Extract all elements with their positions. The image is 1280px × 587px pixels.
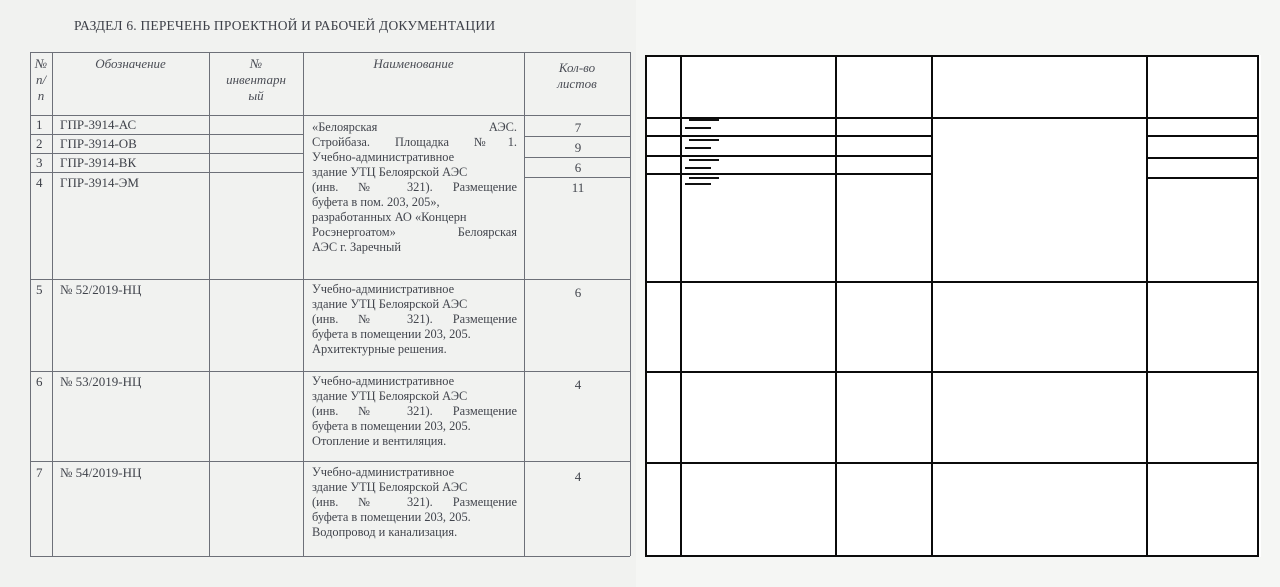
header-line: № (34, 56, 48, 71)
name-line: здание УТЦ Белоярской АЭС (312, 297, 468, 311)
row-number: 6 (36, 374, 43, 389)
row-sheets: 4 (574, 377, 582, 392)
grid-line (645, 55, 1259, 57)
name-line: Учебно-административное (312, 282, 455, 296)
name-line: Учебно-административное (312, 374, 455, 388)
row-number: 3 (36, 155, 43, 170)
row-sheets: 9 (574, 140, 582, 155)
col-num-header (30, 56, 52, 104)
name-line: буфета в помещении 203, 205. (312, 327, 471, 341)
grid-dash-mark (685, 147, 711, 149)
name-line: АЭС г. Заречный (312, 240, 401, 254)
grid-line (645, 135, 931, 137)
row-number: 5 (36, 282, 43, 297)
col-name-header: Наименование (373, 56, 454, 71)
grid-line (835, 55, 837, 557)
name-line: здание УТЦ Белоярской АЭС (312, 389, 468, 403)
name-line: Учебно-административное (312, 465, 455, 479)
header-line: п (37, 88, 45, 103)
header-line: Кол-во (558, 60, 596, 75)
header-line: ый (248, 88, 264, 103)
row-designation: ГПР-3914-ОВ (60, 136, 137, 151)
grid-line (1146, 157, 1259, 159)
grid-dash-mark (689, 159, 719, 161)
name-line: (инв. № 321). Размещение (312, 495, 517, 509)
table-border (524, 177, 630, 178)
table-border (30, 371, 630, 372)
table-border (30, 556, 630, 557)
table-border (524, 157, 630, 158)
name-line: Водопровод и канализация. (312, 525, 458, 539)
row7-name-cell (312, 465, 517, 540)
name-line: буфета в помещении 203, 205. (312, 419, 471, 433)
grid-dash-mark (685, 127, 711, 129)
table-border (30, 461, 630, 462)
grid-dash-mark (685, 183, 711, 185)
grid-line (1146, 135, 1259, 137)
table-border (30, 279, 630, 280)
table-border (524, 52, 525, 556)
header-line: п/ (35, 72, 47, 87)
row6-name-cell (312, 374, 517, 449)
name-line: Учебно-административное (312, 150, 455, 164)
name-line: Отопление и вентиляция. (312, 434, 447, 448)
row-designation: ГПР-3914-ЭМ (60, 175, 139, 190)
grid-line (1146, 177, 1259, 179)
table-structure-grid (645, 55, 1261, 557)
row-sheets: 4 (574, 469, 582, 484)
grid-line (645, 55, 647, 557)
col-sheets-header (524, 60, 630, 92)
name-line: буфета в пом. 203, 205», (312, 195, 440, 209)
table-border (630, 52, 631, 556)
name-line: Стройбаза. Площадка №1. (312, 135, 517, 149)
row-designation: № 52/2019-НЦ (60, 282, 142, 297)
header-line: инвентарн (226, 72, 286, 87)
grid-line (645, 555, 1259, 557)
table-border (524, 136, 630, 137)
documentation-table (0, 0, 636, 587)
row-number: 1 (36, 117, 43, 132)
grid-dash-mark (685, 167, 711, 169)
row5-name-cell (312, 282, 517, 357)
table-border (303, 52, 304, 556)
name-line: Росэнергоатом» Белоярская (312, 225, 517, 239)
name-line: «Белоярская АЭС. (312, 120, 517, 134)
col-inventory-header (209, 56, 303, 104)
name-line: здание УТЦ Белоярской АЭС (312, 165, 468, 179)
name-line: (инв. № 321). Размещение (312, 180, 517, 194)
row-designation: ГПР-3914-ВК (60, 155, 137, 170)
grid-dash-mark (689, 119, 719, 121)
row-number: 7 (36, 465, 43, 480)
grid-line (680, 55, 682, 557)
row-designation: № 54/2019-НЦ (60, 465, 142, 480)
section-heading: РАЗДЕЛ 6. ПЕРЕЧЕНЬ ПРОЕКТНОЙ И РАБОЧЕЙ ДОКУМЕНТАЦИИ (74, 18, 496, 33)
header-line: листов (557, 76, 597, 91)
name-line: (инв. № 321). Размещение (312, 404, 517, 418)
grid-dash-mark (689, 177, 719, 179)
name-line: здание УТЦ Белоярской АЭС (312, 480, 468, 494)
row-number: 2 (36, 136, 43, 151)
grid-line (931, 55, 933, 557)
row-sheets: 6 (574, 160, 582, 175)
name-line: (инв. № 321). Размещение (312, 312, 517, 326)
table-border (30, 52, 630, 53)
document-scan (0, 0, 636, 587)
grid-line (645, 281, 1259, 283)
grid-line (645, 462, 1259, 464)
table-border (30, 172, 303, 173)
table-border (52, 52, 53, 556)
table-border (30, 115, 630, 116)
row-designation: ГПР-3914-АС (60, 117, 137, 132)
grid-line (645, 117, 1259, 119)
name-line: Архитектурные решения. (312, 342, 447, 356)
row-sheets: 7 (574, 120, 582, 135)
grid-line (645, 155, 931, 157)
name-line: разработанных АО «Концерн (312, 210, 467, 224)
col-designation-header: Обозначение (95, 56, 166, 71)
group-name-cell (312, 120, 517, 255)
grid-dash-mark (689, 139, 719, 141)
row-designation: № 53/2019-НЦ (60, 374, 142, 389)
row-sheets: 11 (571, 180, 585, 195)
table-border (30, 52, 31, 556)
row-number: 4 (36, 175, 43, 190)
table-border (209, 52, 210, 556)
row-sheets: 6 (574, 285, 582, 300)
table-border (30, 134, 303, 135)
grid-line (1257, 55, 1259, 557)
header-line: № (249, 56, 263, 71)
grid-line (645, 173, 931, 175)
table-border (30, 153, 303, 154)
name-line: буфета в помещении 203, 205. (312, 510, 471, 524)
grid-line (645, 371, 1259, 373)
grid-line (1146, 55, 1148, 557)
